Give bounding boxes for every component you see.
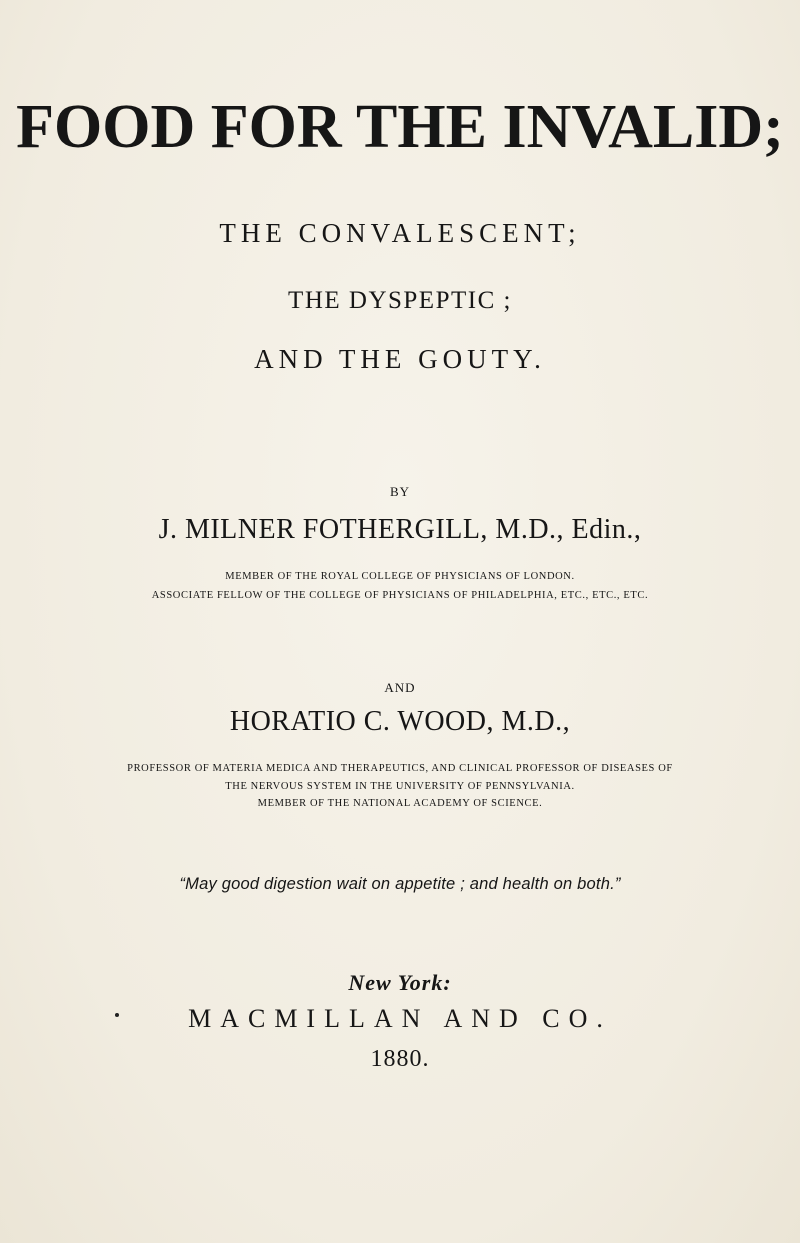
author-2-credential-1: PROFESSOR OF MATERIA MEDICA AND THERAPEUTICS, AND CLINICAL PROFESSOR OF DISEASES OF [127, 763, 673, 774]
subtitle-line-1: THE CONVALESCENT; [219, 218, 581, 248]
subtitle-line-3: AND THE GOUTY. [254, 344, 546, 374]
imprint-place: New York: [348, 970, 452, 995]
author-1-name: J. MILNER FOTHERGILL, M.D., Edin., [158, 514, 642, 545]
author-1-credential-2: ASSOCIATE FELLOW OF THE COLLEGE OF PHYSICIANS OF PHILADELPHIA, ETC., ETC., ETC. [151, 590, 649, 601]
book-title: FOOD FOR THE INVALID; [16, 93, 784, 161]
author-1-credential-1: MEMBER OF THE ROYAL COLLEGE OF PHYSICIANS OF LONDON. [225, 571, 575, 582]
epigraph: “May good digestion wait on appetite ; and health on both.” [179, 875, 621, 893]
and-label: AND [384, 680, 416, 695]
author-2-name: HORATIO C. WOOD, M.D., [229, 706, 571, 737]
imprint-publisher: MACMILLAN AND CO. [188, 1004, 612, 1033]
imprint-year: 1880. [370, 1046, 430, 1072]
subtitle-line-2: THE DYSPEPTIC ; [288, 287, 512, 314]
author-2-credential-3: MEMBER OF THE NATIONAL ACADEMY OF SCIENCE. [257, 798, 543, 809]
by-label: BY [389, 484, 411, 499]
author-2-credential-2: THE NERVOUS SYSTEM IN THE UNIVERSITY OF PENNSYLVANIA. [225, 781, 575, 792]
